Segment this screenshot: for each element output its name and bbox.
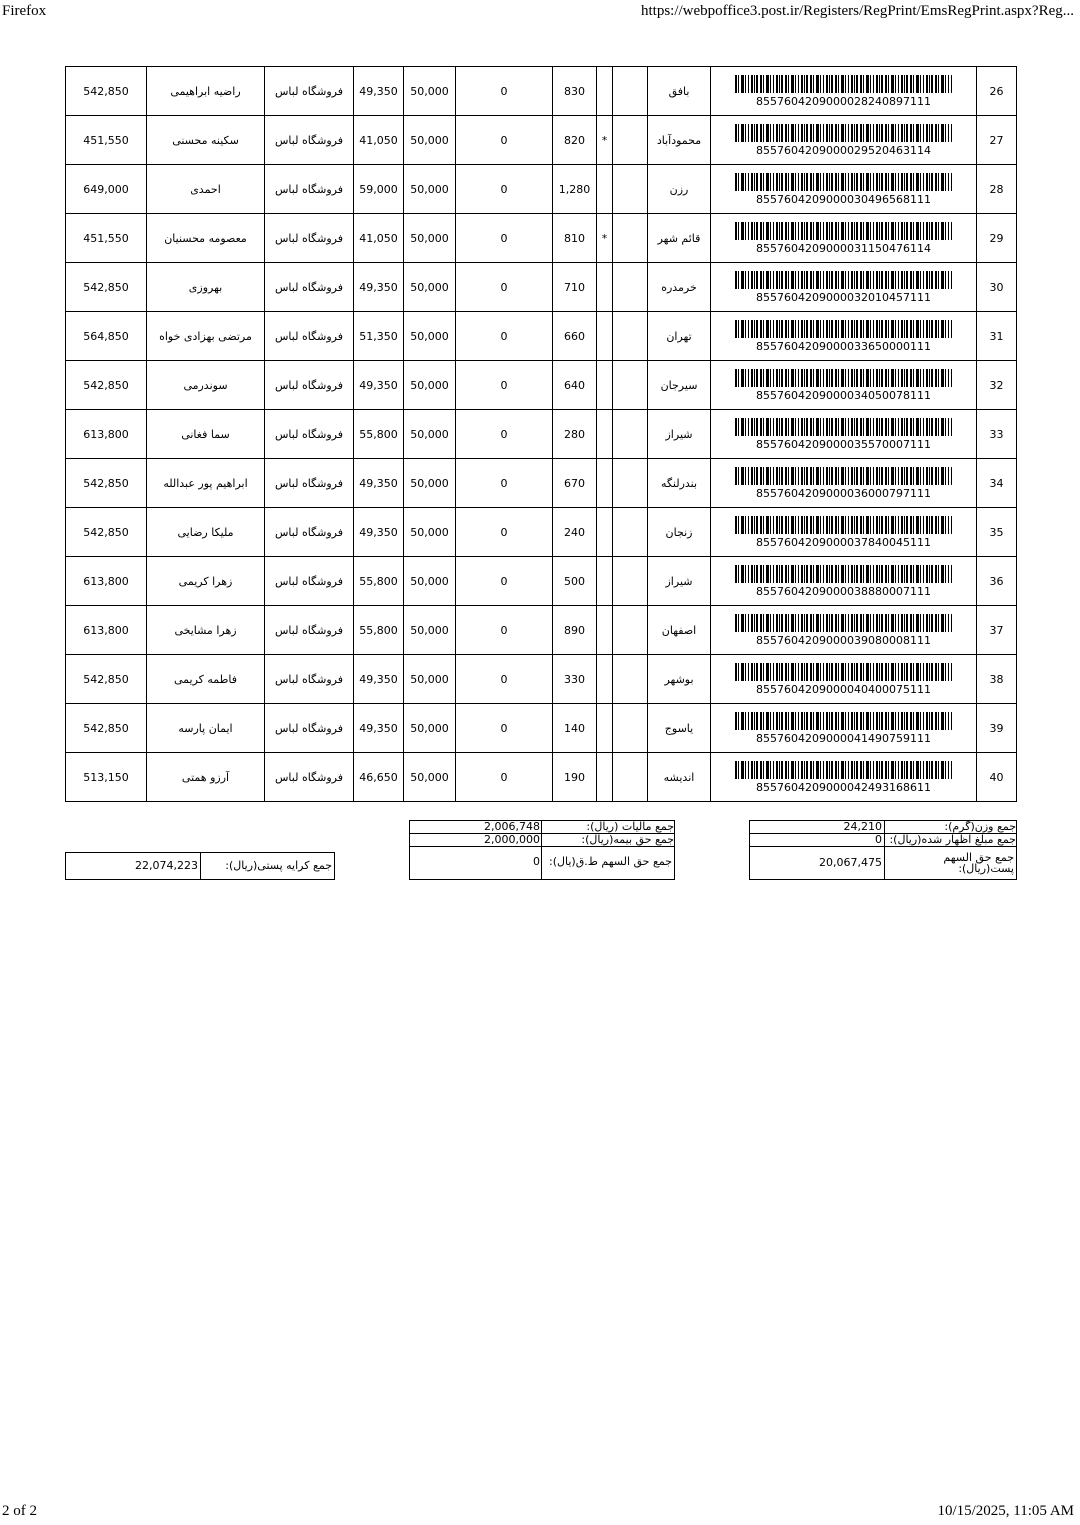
receiver-name-cell: راضیه ابراهیمی: [147, 67, 265, 116]
post-share-total-value: 20,067,475: [819, 856, 882, 869]
receiver-name-cell: احمدی: [147, 165, 265, 214]
table-row: [66, 410, 1017, 459]
total-cell: 542,850: [66, 459, 147, 508]
barcode-number: 8557604209000038880007111: [756, 584, 931, 598]
barcode-image: [735, 565, 952, 583]
receiver-name-cell: ابراهیم پور عبدالله: [147, 459, 265, 508]
declared-value-cell: 0: [456, 312, 553, 361]
row-number-cell: 29: [977, 214, 1017, 263]
table-row: [66, 67, 1017, 116]
row-number-cell: 27: [977, 116, 1017, 165]
barcode-cell: [711, 557, 977, 606]
row-number-cell: 39: [977, 704, 1017, 753]
declared-total-label: جمع مبلغ اظهار شده(ریال):: [889, 833, 1016, 846]
empty-cell: [613, 263, 648, 312]
empty-cell: [613, 459, 648, 508]
weight-cell: 660: [553, 312, 597, 361]
table-row: [66, 312, 1017, 361]
table-row: [66, 704, 1017, 753]
table-row: [66, 508, 1017, 557]
browser-name: Firefox: [2, 3, 47, 19]
empty-cell: [613, 67, 648, 116]
destination-city-cell: شیراز: [648, 557, 711, 606]
destination-city-cell: زنجان: [648, 508, 711, 557]
fee-cell: 49,350: [354, 704, 404, 753]
fee-cell: 55,800: [354, 557, 404, 606]
barcode-number: 8557604209000031150476114: [756, 241, 931, 255]
destination-city-cell: اصفهان: [648, 606, 711, 655]
receiver-name-cell: بهروزی: [147, 263, 265, 312]
destination-city-cell: قائم شهر: [648, 214, 711, 263]
total-cell: 542,850: [66, 655, 147, 704]
barcode-number: 8557604209000040400075111: [756, 682, 931, 696]
fee-cell: 49,350: [354, 655, 404, 704]
barcode-number: 8557604209000034050078111: [756, 388, 931, 402]
sender-name-cell: فروشگاه لباس: [265, 116, 354, 165]
barcode-image: [735, 173, 952, 191]
row-number-cell: 33: [977, 410, 1017, 459]
sender-name-cell: فروشگاه لباس: [265, 165, 354, 214]
fee-cell: 41,050: [354, 116, 404, 165]
declared-value-cell: 0: [456, 459, 553, 508]
empty-cell: [613, 606, 648, 655]
fee-cell: 59,000: [354, 165, 404, 214]
destination-city-cell: تهران: [648, 312, 711, 361]
barcode-cell: [711, 67, 977, 116]
barcode-cell: [711, 263, 977, 312]
flag-cell: [597, 361, 613, 410]
declared-value-cell: 0: [456, 606, 553, 655]
barcode-number: 8557604209000030496568111: [756, 192, 931, 206]
declared-value-cell: 0: [456, 361, 553, 410]
base-amount-cell: 50,000: [404, 459, 456, 508]
fee-cell: 49,350: [354, 459, 404, 508]
receiver-name-cell: ایمان پارسه: [147, 704, 265, 753]
flag-cell: [597, 263, 613, 312]
barcode-image: [735, 516, 952, 534]
empty-cell: [613, 214, 648, 263]
base-amount-cell: 50,000: [404, 361, 456, 410]
flag-cell: *: [597, 116, 613, 165]
total-cell: 542,850: [66, 263, 147, 312]
barcode-number: 8557604209000041490759111: [756, 731, 931, 745]
fee-cell: 46,650: [354, 753, 404, 802]
weight-cell: 140: [553, 704, 597, 753]
row-number-cell: 40: [977, 753, 1017, 802]
weight-cell: 830: [553, 67, 597, 116]
barcode-image: [735, 75, 952, 93]
barcode-number: 8557604209000033650000111: [756, 339, 931, 353]
empty-cell: [613, 312, 648, 361]
fee-cell: 41,050: [354, 214, 404, 263]
sender-name-cell: فروشگاه لباس: [265, 655, 354, 704]
tax-total-value: 2,006,748: [484, 820, 540, 833]
receiver-name-cell: سکینه محسنی: [147, 116, 265, 165]
barcode-number: 8557604209000028240897111: [756, 94, 931, 108]
fee-cell: 49,350: [354, 67, 404, 116]
destination-city-cell: سیرجان: [648, 361, 711, 410]
total-cell: 649,000: [66, 165, 147, 214]
shipments-table: [65, 66, 1017, 802]
post-share-total-label: جمع حق السهم پست(ریال):: [943, 851, 1014, 875]
barcode-image: [735, 614, 952, 632]
flag-cell: [597, 508, 613, 557]
barcode-cell: [711, 410, 977, 459]
weight-cell: 640: [553, 361, 597, 410]
receiver-name-cell: سوندرمی: [147, 361, 265, 410]
total-cell: 542,850: [66, 67, 147, 116]
total-cell: 564,850: [66, 312, 147, 361]
flag-cell: [597, 655, 613, 704]
declared-value-cell: 0: [456, 116, 553, 165]
table-row: [66, 361, 1017, 410]
total-cell: 513,150: [66, 753, 147, 802]
barcode-image: [735, 369, 952, 387]
barcode-image: [735, 761, 952, 779]
declared-total-value: 0: [875, 833, 882, 846]
table-row: [66, 214, 1017, 263]
fee-cell: 55,800: [354, 410, 404, 459]
weight-cell: 1,280: [553, 165, 597, 214]
receiver-name-cell: زهرا کریمی: [147, 557, 265, 606]
base-amount-cell: 50,000: [404, 655, 456, 704]
base-amount-cell: 50,000: [404, 67, 456, 116]
base-amount-cell: 50,000: [404, 557, 456, 606]
weight-cell: 280: [553, 410, 597, 459]
table-row: [66, 116, 1017, 165]
base-amount-cell: 50,000: [404, 410, 456, 459]
barcode-cell: [711, 459, 977, 508]
table-row: [66, 165, 1017, 214]
flag-cell: [597, 704, 613, 753]
sender-name-cell: فروشگاه لباس: [265, 214, 354, 263]
flag-cell: [597, 312, 613, 361]
total-cell: 451,550: [66, 116, 147, 165]
destination-city-cell: اندیشه: [648, 753, 711, 802]
empty-cell: [613, 410, 648, 459]
base-amount-cell: 50,000: [404, 312, 456, 361]
weight-cell: 820: [553, 116, 597, 165]
tax-summary-box: [409, 820, 675, 880]
sender-name-cell: فروشگاه لباس: [265, 263, 354, 312]
empty-cell: [613, 361, 648, 410]
destination-city-cell: خرمدره: [648, 263, 711, 312]
row-number-cell: 38: [977, 655, 1017, 704]
weight-cell: 500: [553, 557, 597, 606]
row-number-cell: 31: [977, 312, 1017, 361]
barcode-number: 8557604209000036000797111: [756, 486, 931, 500]
receiver-name-cell: فاطمه کریمی: [147, 655, 265, 704]
barcode-image: [735, 222, 952, 240]
barcode-image: [735, 663, 952, 681]
weight-cell: 330: [553, 655, 597, 704]
declared-value-cell: 0: [456, 165, 553, 214]
postage-summary-box: [65, 852, 335, 880]
empty-cell: [613, 557, 648, 606]
empty-cell: [613, 116, 648, 165]
sender-name-cell: فروشگاه لباس: [265, 410, 354, 459]
table-row: [66, 263, 1017, 312]
sender-name-cell: فروشگاه لباس: [265, 557, 354, 606]
barcode-number: 8557604209000035570007111: [756, 437, 931, 451]
receiver-name-cell: معصومه محسنیان: [147, 214, 265, 263]
insurance-total-value: 2,000,000: [484, 833, 540, 846]
empty-cell: [613, 165, 648, 214]
base-amount-cell: 50,000: [404, 214, 456, 263]
barcode-cell: [711, 165, 977, 214]
empty-cell: [613, 753, 648, 802]
declared-value-cell: 0: [456, 557, 553, 606]
page-number: 2 of 2: [2, 1503, 37, 1519]
sender-name-cell: فروشگاه لباس: [265, 753, 354, 802]
receiver-name-cell: سما فغانی: [147, 410, 265, 459]
sender-name-cell: فروشگاه لباس: [265, 606, 354, 655]
barcode-number: 8557604209000029520463114: [756, 143, 931, 157]
barcode-image: [735, 712, 952, 730]
sender-name-cell: فروشگاه لباس: [265, 67, 354, 116]
base-amount-cell: 50,000: [404, 263, 456, 312]
fee-cell: 49,350: [354, 508, 404, 557]
empty-cell: [613, 704, 648, 753]
weight-cell: 190: [553, 753, 597, 802]
total-cell: 451,550: [66, 214, 147, 263]
declared-value-cell: 0: [456, 753, 553, 802]
flag-cell: [597, 753, 613, 802]
row-number-cell: 26: [977, 67, 1017, 116]
print-datetime: 10/15/2025, 11:05 AM: [937, 1503, 1074, 1519]
sender-name-cell: فروشگاه لباس: [265, 704, 354, 753]
fee-cell: 49,350: [354, 263, 404, 312]
sender-name-cell: فروشگاه لباس: [265, 312, 354, 361]
table-row: [66, 606, 1017, 655]
barcode-number: 8557604209000032010457111: [756, 290, 931, 304]
destination-city-cell: یاسوج: [648, 704, 711, 753]
destination-city-cell: شیراز: [648, 410, 711, 459]
barcode-cell: [711, 116, 977, 165]
destination-city-cell: رزن: [648, 165, 711, 214]
barcode-cell: [711, 655, 977, 704]
barcode-image: [735, 271, 952, 289]
barcode-number: 8557604209000042493168611: [756, 780, 931, 794]
tax-total-label: جمع مالیات (ریال):: [586, 820, 674, 833]
weight-total-value: 24,210: [843, 820, 882, 833]
destination-city-cell: بافق: [648, 67, 711, 116]
barcode-cell: [711, 508, 977, 557]
row-number-cell: 32: [977, 361, 1017, 410]
barcode-cell: [711, 753, 977, 802]
row-number-cell: 28: [977, 165, 1017, 214]
total-cell: 613,800: [66, 557, 147, 606]
barcode-number: 8557604209000039080008111: [756, 633, 931, 647]
empty-cell: [613, 655, 648, 704]
flag-cell: [597, 165, 613, 214]
row-number-cell: 36: [977, 557, 1017, 606]
barcode-image: [735, 124, 952, 142]
empty-cell: [613, 508, 648, 557]
barcode-cell: [711, 361, 977, 410]
flag-cell: [597, 557, 613, 606]
barcode-cell: [711, 606, 977, 655]
fee-cell: 55,800: [354, 606, 404, 655]
declared-value-cell: 0: [456, 508, 553, 557]
postage-total-label: جمع کرایه پستی(ریال):: [225, 859, 332, 872]
barcode-image: [735, 320, 952, 338]
declared-value-cell: 0: [456, 263, 553, 312]
barcode-number: 8557604209000037840045111: [756, 535, 931, 549]
weight-cell: 710: [553, 263, 597, 312]
total-cell: 542,850: [66, 508, 147, 557]
weight-cell: 890: [553, 606, 597, 655]
sender-name-cell: فروشگاه لباس: [265, 508, 354, 557]
base-amount-cell: 50,000: [404, 606, 456, 655]
declared-value-cell: 0: [456, 655, 553, 704]
weight-total-label: جمع وزن(گرم):: [944, 820, 1016, 833]
weight-cell: 240: [553, 508, 597, 557]
table-row: [66, 655, 1017, 704]
total-cell: 542,850: [66, 704, 147, 753]
table-row: [66, 753, 1017, 802]
page-url: https://webpoffice3.post.ir/Registers/RegPrint/EmsRegPrint.aspx?Reg...: [640, 3, 1074, 19]
receiver-name-cell: مرتضی بهزادی خواه: [147, 312, 265, 361]
destination-city-cell: محمودآباد: [648, 116, 711, 165]
base-amount-cell: 50,000: [404, 116, 456, 165]
receiver-name-cell: آرزو همتی: [147, 753, 265, 802]
base-amount-cell: 50,000: [404, 508, 456, 557]
base-amount-cell: 50,000: [404, 753, 456, 802]
row-number-cell: 37: [977, 606, 1017, 655]
destination-city-cell: بندرلنگه: [648, 459, 711, 508]
destination-city-cell: بوشهر: [648, 655, 711, 704]
receiver-name-cell: زهرا مشایخی: [147, 606, 265, 655]
fee-cell: 51,350: [354, 312, 404, 361]
row-number-cell: 30: [977, 263, 1017, 312]
total-cell: 613,800: [66, 410, 147, 459]
declared-value-cell: 0: [456, 704, 553, 753]
table-row: [66, 557, 1017, 606]
tq-share-total-label: جمع حق السهم ط.ق(یال):: [549, 855, 672, 868]
barcode-cell: [711, 214, 977, 263]
tq-share-total-value: 0: [533, 855, 540, 868]
receiver-name-cell: ملیکا رضایی: [147, 508, 265, 557]
row-number-cell: 34: [977, 459, 1017, 508]
weight-cell: 670: [553, 459, 597, 508]
postage-total-value: 22,074,223: [135, 859, 198, 872]
declared-value-cell: 0: [456, 214, 553, 263]
table-row: [66, 459, 1017, 508]
flag-cell: [597, 410, 613, 459]
weight-cell: 810: [553, 214, 597, 263]
flag-cell: *: [597, 214, 613, 263]
total-cell: 613,800: [66, 606, 147, 655]
declared-value-cell: 0: [456, 67, 553, 116]
fee-cell: 49,350: [354, 361, 404, 410]
insurance-total-label: جمع حق بیمه(ریال):: [581, 833, 674, 846]
base-amount-cell: 50,000: [404, 165, 456, 214]
flag-cell: [597, 606, 613, 655]
sender-name-cell: فروشگاه لباس: [265, 361, 354, 410]
sender-name-cell: فروشگاه لباس: [265, 459, 354, 508]
barcode-cell: [711, 312, 977, 361]
flag-cell: [597, 67, 613, 116]
barcode-image: [735, 418, 952, 436]
declared-value-cell: 0: [456, 410, 553, 459]
weight-summary-box: [749, 820, 1017, 880]
base-amount-cell: 50,000: [404, 704, 456, 753]
row-number-cell: 35: [977, 508, 1017, 557]
barcode-cell: [711, 704, 977, 753]
barcode-image: [735, 467, 952, 485]
flag-cell: [597, 459, 613, 508]
total-cell: 542,850: [66, 361, 147, 410]
